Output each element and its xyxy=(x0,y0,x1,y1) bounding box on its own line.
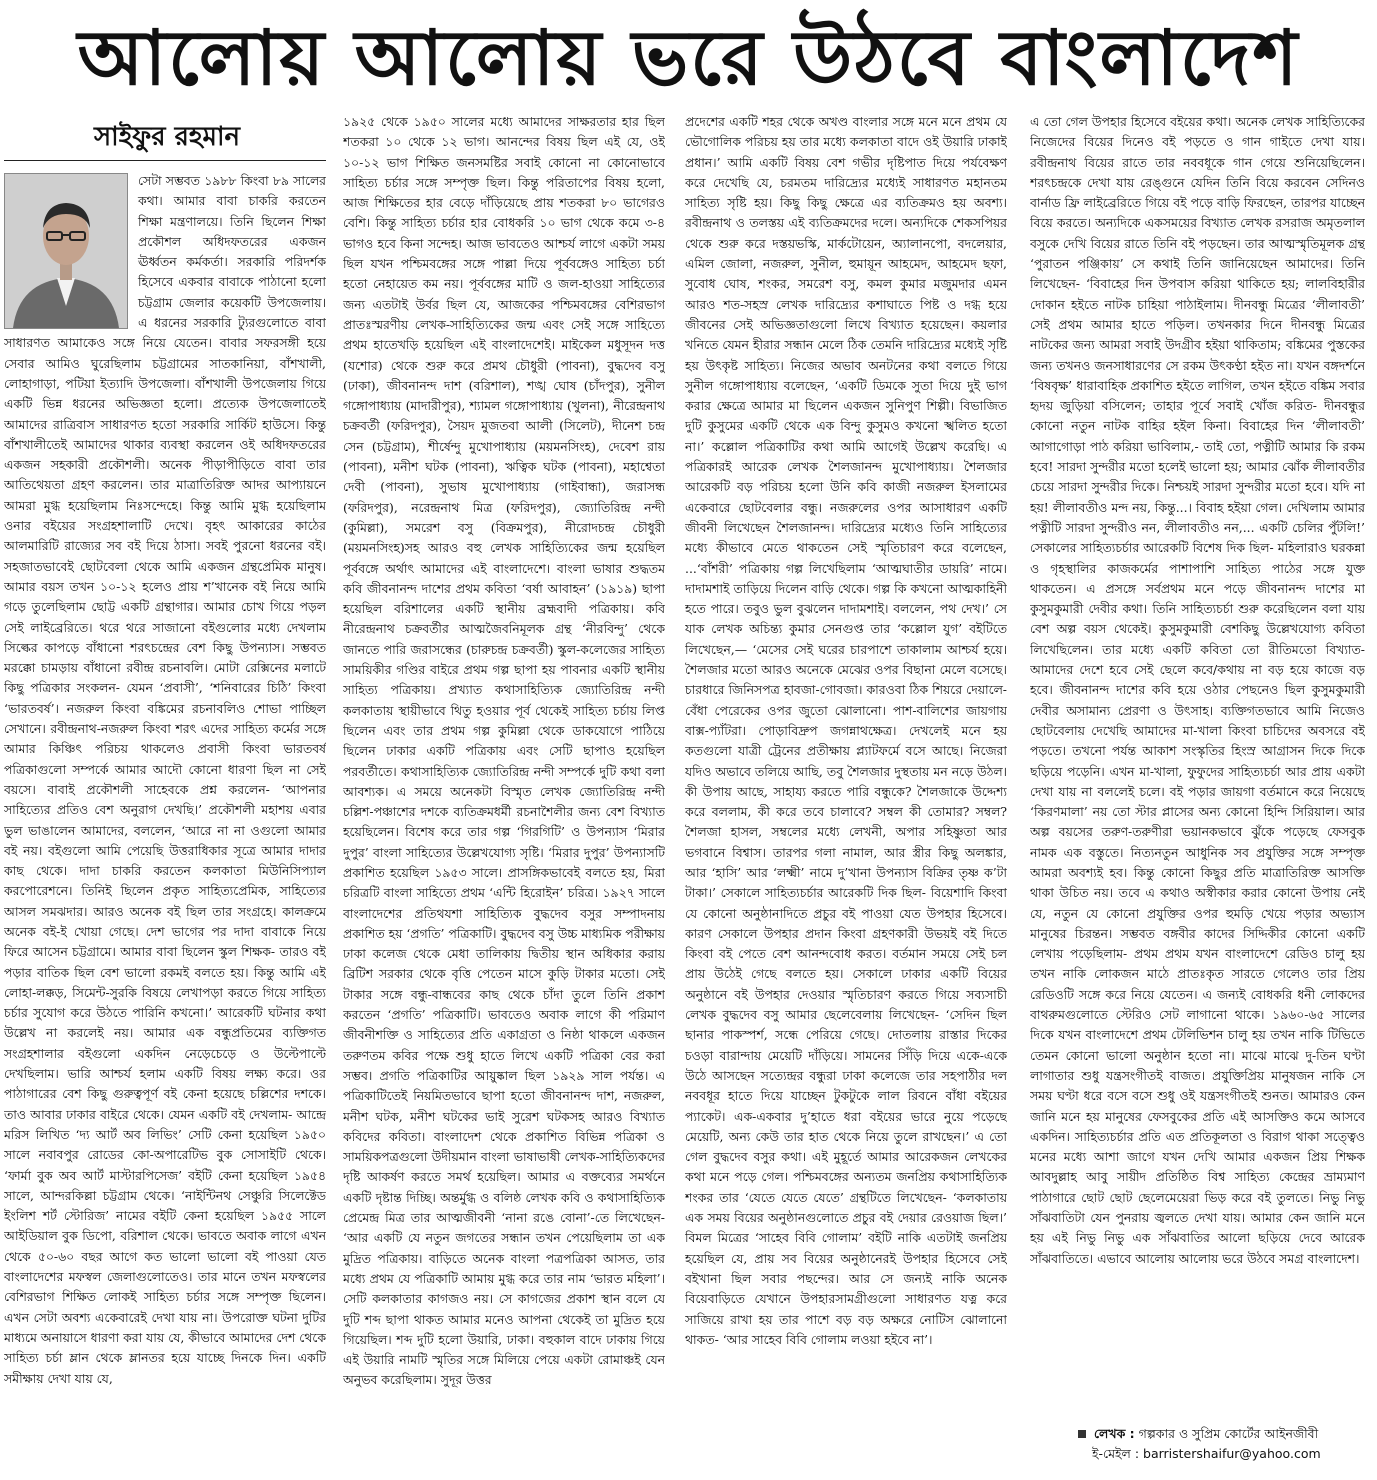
email-label: ই-মেইল : xyxy=(1092,1446,1140,1461)
column-3-text: প্রদেশের একটি শহর থেকে অখণ্ড বাংলার সঙ্গে মনে মনে প্রথম যে ভৌগোলিক পরিচয় হয় তার মধ্যে কলকাতা বাদে ওই উয়ারি ঢাকাই প্রধান।’ আমি একটি বিষয় বেশ গভীর দৃষ্টিপাত দিয়ে পর্যবেক্ষণ করে দেখেছি যে, চরমতম দারিদ্র্যের মধ্যেই সাধারণত মহানতম সাহিত্য সৃষ্টি হয়। কিছু কিছু ক্ষেত্রে এর ব্যতিক্রমও হয় অবশ্য। রবীন্দ্রনাথ ও তলস্তয় এই ব্যতিক্রমদের দলে। অন্যদিকে শেকসপিয়র থেকে শুরু করে দস্তয়ভস্কি, মার্কটোয়েন, অ্যালানপো, বদলেয়ার, এমিল জোলা, নজরুল, সুনীল, হুমায়ূন আহমেদ, আহমেদ ছফা, সুবোধ ঘোষ, শংকর, সমরেশ বসু, কমল কুমার মজুমদার এমন আরও শত-সহস্র লেখক দারিদ্র্যের কশাঘাতে পিষ্ট ও দগ্ধ হয়ে জীবনের সেই অভিজ্ঞতাগুলো লিখে বিখ্যাত হয়েছেন। কয়লার খনিতে যেমন হীরার সন্ধান মেলে ঠিক তেমনি দারিদ্র্যের মধ্যেই সৃষ্টি হয় উৎকৃষ্ট সাহিত্য। নিজের অভাব অনটনের কথা বলতে গিয়ে সুনীল গঙ্গোপাধ্যায় বলেছেন, ‘একটি ডিমকে সুতা দিয়ে দুই ভাগ করার ক্ষেত্রে আমার মা ছিলেন একজন সুনিপুণ শিল্পী। বিভাজিত দুটি কুসুমের একটি থেকে এক বিন্দু কুসুমও কখনো স্খলিত হতো না।’ কল্লোল পত্রিকাটির কথা আমি আগেই উল্লেখ করেছি। এ পত্রিকারই আরেক লেখক শৈলজানন্দ মুখোপাধ্যায়। শৈলজার আরেকটি বড় পরিচয় হলো উনি কবি কাজী নজরুল ইসলামের একেবারে ছোটবেলার বন্ধু। নজরুলের ওপর আসাধারণ একটি জীবনী লিখেছেন শৈলজানন্দ। দারিদ্র্যের মধ্যেও তিনি সাহিত্যের মধ্যে কীভাবে মেতে থাকতেন সেই স্মৃতিচারণ করে বলেছেন, ...‘বাঁশরী’ পত্রিকায় গল্প লিখেছিলাম ‘আত্মঘাতীর ডায়রি’ নামে। দাদামশাই তাড়িয়ে দিলেন বাড়ি থেকে। গল্প কি কখনো আত্মকাহিনী হতে পারে। তবুও ভুল বুঝলেন দাদামশাই। বললেন, পথ দেখ।’ সে যাক লেখক অচিন্ত্য কুমার সেনগুপ্ত তার ‘কল্লোল যুগ’ বইটিতে লিখেছেন,— ‘মেসের সেই ঘরের চারপাশে তাকালাম আশ্চর্য হয়ে। শৈলজার মতো আরও অনেকে মেঝের ওপর বিছানা মেলে বসেছে। চারধারে জিনিসপত্র হাবজা-গোবজা। কারওবা ঠিক শিয়রে দেয়ালে-বেঁধা পেরেকের ওপর জুতো ঝোলানো। পাশ-বালিশের জায়গায় বাক্স-প্যাঁটরা। পোড়াবিদ্রুপ জগন্নাথক্ষেত্র। দেখলেই মনে হয় কতগুলো যাত্রী ট্রেনের প্রতীক্ষায় প্ল্যাটফর্মে বসে আছে। নিজেরা যদিও অভাবে তলিয়ে আছি, তবু শৈলজার দুস্থতায় মন নড়ে উঠল। কী উপায় আছে, সাহায্য করতে পারি বন্ধুকে? শৈলজাকে উদ্দেশ্য করে বললাম, কী করে তবে চালাবে? সম্বল কী তোমার? সম্বল? শৈলজা হাসল, সম্বলের মধ্যে লেখনী, অপার সহিষ্ণুতা আর ভগবানে বিশ্বাস। তারপর গলা নামাল, আর স্ত্রীর কিছু অলঙ্কার, আর ‘হাসি’ আর ‘লক্ষ্মী’ নামে দু’খানা উপন্যাস বিক্রির তৃষ্ণ ক’টা টাকা।’ সেকালে সাহিত্যচর্চার আরেকটি দিক ছিল- বিয়েশাদি কিংবা যে কোনো অনুষ্ঠানাদিতে প্রচুর বই পাওয়া যেত উপহার হিসেবে। কারণ সেকালে উপহার প্রদান কিংবা গ্রহণকারী উভয়ই বই দিতে কিংবা বই পেতে বেশ আনন্দবোধ করত। বর্তমান সময়ে সেই চল প্রায় উঠেই গেছে বলতে হয়। সেকালে ঢাকার একটি বিয়ের অনুষ্ঠানে বই উপহার দেওয়ার স্মৃতিচারণ করতে গিয়ে সব্যসাচী লেখক বুদ্ধদেব বসু আমার ছেলেবেলায় লিখেছেন- ‘সেদিন ছিল ছানার পাকস্পর্শ, সন্ধে পেরিয়ে গেছে। দোতলায় রাস্তার দিকের চওড়া বারান্দায় মেয়েটি দাঁড়িয়ে। সামনের সিঁড়ি দিয়ে একে-একে উঠে আসছেন সত্যেন্দ্রর বন্ধুরা ঢাকা কলেজে তার সহপাঠীর দল নববধূর হাতে দিয়ে যাচ্ছেন টুকটুকে লাল রিবনে বাঁধা বইয়ের প্যাকেট। এক-একবার দু’হাতে ধরা বইয়ের ভারে নুয়ে পড়েছে মেয়েটি, অন্য কেউ তার হাত থেকে নিয়ে তুলে রাখছেন।’ এ তো গেল বুদ্ধদেব বসুর কথা। এই মুহূর্তে আমার আরেকজন লেখকের কথা মনে পড়ে গেল। পশ্চিমবঙ্গের অন্যতম জনপ্রিয় কথাসাহিত্যিক শংকর তার ‘যেতে যেতে যেতে’ গ্রন্থটিতে লিখেছেন- ‘কলকাতায় এক সময় বিয়ের অনুষ্ঠানগুলোতে প্রচুর বই দেয়ার রেওয়াজ ছিল।’ বিমল মিত্রের ‘সাহেব বিবি গোলাম’ বইটি নাকি এতটাই জনপ্রিয় হয়েছিল যে, প্রায় সব বিয়ের অনুষ্ঠানেরই উপহার হিসেবে সেই বইখানা ছিল সবার পছন্দের। আর সে জন্যই নাকি অনেক বিয়েবাড়িতে যেখানে উপহারসামগ্রীগুলো সাধারণত যত্ন করে সাজিয়ে রাখা হয় তার পাশে বড় বড় অক্ষরে নোটিস ঝোলানো থাকত- ‘আর সাহেব বিবি গোলাম লওয়া হইবে না’। xyxy=(685,114,1007,1347)
author-line xyxy=(1078,1424,1368,1444)
column-3 xyxy=(685,112,1007,1472)
author-desc: গল্পকার ও সুপ্রিম কোর্টের আইনজীবী xyxy=(1138,1426,1319,1441)
column-4-text: এ তো গেল উপহার হিসেবে বইয়ের কথা। অনেক লেখক সাহিত্যিকের নিজেদের বিয়ের দিনেও বই পড়তে ও গান গাইতে দেখা যায়। রবীন্দ্রনাথ বিয়ের রাতে তার নববধূকে গান গেয়ে শুনিয়েছিলেন। শরৎচন্দ্রকে দেখা যায় রেঙ্গুনে যেদিন তিনি বিয়ে করবেন সেদিনও বার্নাড ফ্রি লাইব্রেরিতে গিয়ে বই পড়ে বাড়ি ফিরছেন, তারপর যাচ্ছেন বিয়ে করতে। অন্যদিকে একসময়ের বিখ্যাত লেখক রসরাজ অমৃতলাল বসুকে দেখি বিয়ের রাতে তিনি বই পড়ছেন। তার আত্মস্মৃতিমূলক গ্রন্থ ‘পুরাতন পঞ্জিকায়’ সে কথাই তিনি জানিয়েছেন আমাদের। তিনি লিখেছেন- ‘বিবাহের দিন উপবাস করিয়া থাকিতে হয়; লালবিহারীর দোকান হইতে নাটক চাহিয়া পাঠাইলাম। দীনবন্ধু মিত্রের ‘লীলাবতী’ সেই প্রথম আমার হাতে পড়িল। তখনকার দিনে দীনবন্ধু মিত্রের নাটকের জন্য আমরা সবাই উদগ্রীব হইয়া থাকিতাম; বঙ্কিমের পুস্তকের জন্য তখনও জনসাধারণের সে রকম উৎকণ্ঠা হইত না। যখন বঙ্গদর্শনে ‘বিষবৃক্ষ’ ধারাবাহিক প্রকাশিত হইতে লাগিল, তখন হইতে বঙ্কিম সবার হৃদয় জুড়িয়া বসিলেন; তাহার পূর্বে সবাই খোঁজ করিত- দীনবন্ধুর কোনো নতুন নাটক বাহির হইল কিনা। বিবাহের দিন ‘লীলাবতী’ আগাগোড়া পাঠ করিয়া ভাবিলাম,- তাই তো, পত্নীটি আমার কি রকম হবে! সারদা সুন্দরীর মতো হলেই ভালো হয়; আমার ঝোঁক লীলাবতীর চেয়ে সারদা সুন্দরীর দিকে। নিশ্চয়ই সারদা সুন্দরীর মতো হবে। যদি না হয়! লীলাবতীও মন্দ নয়, কিন্তু...। বিবাহ হইয়া গেল। দেখিলাম আমার পত্নীটি সারদা সুন্দরীও নন, লীলাবতীও নন,... একটি চেলির পুঁটলি!’ সেকালের সাহিত্যচর্চার আরেকটি বিশেষ দিক ছিল- মহিলারাও ঘরকন্না ও গৃহস্থালির কাজকর্মের পাশাপাশি সাহিত্য পাঠের সঙ্গে যুক্ত থাকতেন। এ প্রসঙ্গে সর্বপ্রথম মনে পড়ে জীবনানন্দ দাশের মা কুসুমকুমারী দেবীর কথা। তিনি সাহিত্যচর্চা শুরু করেছিলেন বলা যায় বেশ অল্প বয়স থেকেই। কুসুমকুমারী বেশকিছু উল্লেখযোগ্য কবিতা লিখেছিলেন। তার মধ্যে একটি কবিতা তো রীতিমতো বিখ্যাত- আমাদের দেশে হবে সেই ছেলে কবে/কথায় না বড় হয়ে কাজে বড় হবে। জীবনানন্দ দাশের কবি হয়ে ওঠার পেছনেও ছিল কুসুমকুমারী দেবীর অসামান্য প্রেরণা ও উৎসাহ। ব্যক্তিগতভাবে আমি নিজেও ছোটবেলায় দেখেছি আমাদের মা-খালা কিংবা চাচিদের অবসরে বই পড়তে। তখনো পর্যন্ত আকাশ সংস্কৃতির হিংস্র আগ্রাসন দিকে দিকে ছড়িয়ে পড়েনি। এখন মা-খালা, ফুফুদের সাহিত্যচর্চা আর প্রায় একটা দেখা যায় না বললেই চলে। বই পড়ার জায়গা বর্তমানে করে নিয়েছে ‘কিরণমালা’ নয় তো স্টার প্লাসের অন্য কোনো হিন্দি সিরিয়াল। আর অল্প বয়সের তরুণ-তরুণীরা ভয়ানকভাবে ঝুঁকে পড়েছে ফেসবুক নামক এক বস্তুতে। নিত্যনতুন আধুনিক সব প্রযুক্তির সঙ্গে সম্পৃক্ত আমরা অবশ্যই হব। কিন্তু কোনো কিছুর প্রতি মাত্রাতিরিক্ত আসক্তি থাকা উচিত নয়। তবে এ কথাও অস্বীকার করার কোনো উপায় নেই যে, নতুন যে কোনো প্রযুক্তির ওপর হুমড়ি খেয়ে পড়ার অভ্যাস মানুষের চিরন্তন। সম্ভবত বঙ্গবীর কাদের সিদ্দিকীর কোনো একটি লেখায় পড়েছিলাম- প্রথম প্রথম যখন বাংলাদেশে রেডিও চালু হয় তখন নাকি লোকজন মাঠে প্রাতঃকৃত সারতে গেলেও তার প্রিয় রেডিওটি সঙ্গে করে নিয়ে যেতেন। এ জন্যই বোধকরি ধনী লোকদের বাথরুমগুলোতে স্টেরিও সেট লাগানো থাকে। ১৯৬০-৬৫ সালের দিকে যখন বাংলাদেশে প্রথম টেলিভিশন চালু হয় তখন নাকি টিভিতে তেমন কোনো ভালো অনুষ্ঠান হতো না। মাঝে মাঝে দু-তিন ঘণ্টা লাগাতার শুধু যন্ত্রসংগীতই বাজত। প্রযুক্তিপ্রিয় মানুষজন নাকি সে সময় ঘণ্টা ধরে বসে বসে শুধু ওই যন্ত্রসংগীতই শুনত। আমারও কেন জানি মনে হয় মানুষের ফেসবুকের প্রতি এই আসক্তিও কমে আসবে একদিন। সাহিত্যচর্চার প্রতি এত প্রতিকূলতা ও বিরাগ থাকা সত্ত্বেও মনের মধ্যে আশা জাগে যখন দেখি আমার একজন প্রিয় শিক্ষক আবদুল্লাহ আবু সায়ীদ প্রতিষ্ঠিত বিশ্ব সাহিত্য কেন্দ্রের ভ্রাম্যমাণ পাঠাগারে ছোট ছোট ছেলেমেয়েরা ভিড় করে বই তুলতে। নিভু নিভু সাঁঝবাতিটা যেন পুনরায় জ্বলতে দেখা যায়। আমার কেন জানি মনে হয় এই নিভু নিভু এক সাঁঝবাতির আলো ছড়িয়ে দেবে আরেক সাঁঝবাতিতে। এভাবে আলোয় আলোয় ভরে উঠবে সমগ্র বাংলাদেশ। xyxy=(1030,114,1365,1266)
byline: সাইফুর রহমান xyxy=(94,122,241,152)
email-address[interactable]: barristershaifur@yahoo.com xyxy=(1143,1446,1321,1461)
column-2 xyxy=(343,112,665,1472)
headline: আলোয় আলোয় ভরে উঠবে বাংলাদেশ xyxy=(77,13,1300,102)
column-1 xyxy=(4,120,326,1480)
author-footer xyxy=(1078,1424,1368,1464)
square-bullet-icon xyxy=(1078,1430,1086,1438)
email-line xyxy=(1078,1444,1368,1464)
column-2-text: ১৯২৫ থেকে ১৯৫০ সালের মধ্যে আমাদের সাক্ষরতার হার ছিল শতকরা ১০ থেকে ১২ ভাগ। আনন্দের বিষয় ছিল এই যে, ওই ১০-১২ ভাগ শিক্ষিত জনসমষ্টির সবাই কোনো না কোনোভাবে সাহিত্য চর্চার সঙ্গে সম্পৃক্ত ছিল। কিন্তু পরিতাপের বিষয় হলো, আজ শিক্ষিতের হার বেড়ে দাঁড়িয়েছে প্রায় শতকরা ৮০ ভাগেরও বেশি। কিন্তু সাহিত্য চর্চার হার বোধকরি ১০ ভাগ থেকে কমে ৩-৪ ভাগও হবে কিনা সন্দেহ। আজ ভাবতেও আশ্চর্য লাগে একটা সময় ছিল যখন পশ্চিমবঙ্গের সঙ্গে পাল্লা দিয়ে পূর্ববঙ্গেও সাহিত্য চর্চা হতো নেহায়েত কম নয়। পূর্ববঙ্গের মাটি ও জল-হাওয়া সাহিত্যের জন্য এতটাই উর্বর ছিল যে, আজকের পশ্চিমবঙ্গের বেশিরভাগ প্রাতঃস্মরণীয় লেখক-সাহিত্যিকের জন্ম এবং সেই সঙ্গে সাহিত্যে প্রথম হাতেখড়ি হয়েছিল এই বাংলাদেশেই। মাইকেল মধুসূদন দত্ত (যশোর) থেকে শুরু করে প্রমথ চৌধুরী (পাবনা), বুদ্ধদেব বসু (ঢাকা), জীবনানন্দ দাশ (বরিশাল), শঙ্খ ঘোষ (চাঁদপুর), সুনীল গঙ্গোপাধ্যায় (মাদারীপুর), শ্যামল গঙ্গোপাধ্যায় (খুলনা), নীরেন্দ্রনাথ চক্রবর্তী (ফরিদপুর), সৈয়দ মুজতবা আলী (সিলেট), দীনেশ চন্দ্র সেন (চট্টগ্রাম), শীর্ষেন্দু মুখোপাধ্যায় (ময়মনসিংহ), দেবেশ রায় (পাবনা), মনীশ ঘটক (পাবনা), ঋত্বিক ঘটক (পাবনা), মহাশ্বেতা দেবী (পাবনা), সুভাষ মুখোপাধ্যায় (গাইবান্ধা), জরাসন্ধ (ফরিদপুর), নরেন্দ্রনাথ মিত্র (ফরিদপুর), জ্যোতিরিন্দ্র নন্দী (কুমিল্লা), সমরেশ বসু (বিক্রমপুর), নীরোদচন্দ্র চৌধুরী (ময়মনসিংহ)সহ আরও বহু লেখক সাহিত্যিকের জন্ম হয়েছিল পূর্ববঙ্গে অর্থাৎ আমাদের এই বাংলাদেশে। বাংলা ভাষার শুদ্ধতম কবি জীবনানন্দ দাশের প্রথম কবিতা ‘বর্ষা আবাহন’ (১৯১৯) ছাপা হয়েছিল বরিশালের একটি স্থানীয় ব্রহ্মবাদী পত্রিকায়। কবি নীরেন্দ্রনাথ চক্রবর্তীর আত্মজৈবনিমূলক গ্রন্থ ‘নীরবিন্দু’ থেকে জানতে পারি জরাসন্ধের (চারুচন্দ্র চক্রবর্তী) স্কুল-কলেজের সাহিত্য সাময়িকীর গণ্ডির বাইরে প্রথম গল্প ছাপা হয় পাবনার একটি স্থানীয় সাহিত্য পত্রিকায়। প্রখ্যাত কথাসাহিত্যিক জ্যোতিরিন্দ্র নন্দী কলকাতায় স্থায়ীভাবে থিতু হওয়ার পূর্ব থেকেই সাহিত্য চর্চায় লিপ্ত ছিলেন এবং তার প্রথম গল্প কুমিল্লা থেকে ডাকযোগে পাঠিয়ে ছিলেন ঢাকার একটি পত্রিকায় এবং সেটি ছাপাও হয়েছিল পরবর্তীতে। কথাসাহিত্যিক জ্যোতিরিন্দ্র নন্দী সম্পর্কে দুটি কথা বলা আবশ্যক। এ সময়ে অনেকটা বিস্মৃত লেখক জ্যোতিরিন্দ্র নন্দী চল্লিশ-পঞ্চাশের দশকে ব্যতিক্রমধর্মী রচনাশৈলীর জন্য বেশ বিখ্যাত হয়েছিলেন। বিশেষ করে তার গল্প ‘গিরগিটি’ ও উপন্যাস ‘মিরার দুপুর’ বাংলা সাহিত্যের উল্লেখযোগ্য সৃষ্টি। ‘মিরার দুপুর’ উপন্যাসটি প্রকাশিত হয়েছিল ১৯৫৩ সালে। প্রাসঙ্গিকভাবেই বলতে হয়, মিরা চরিত্রটি বাংলা সাহিত্যে প্রথম ‘এন্টি হিরোইন’ চরিত্র। ১৯২৭ সালে বাংলাদেশের প্রতিথযশা সাহিত্যিক বুদ্ধদেব বসুর সম্পাদনায় প্রকাশিত হয় ‘প্রগতি’ পত্রিকাটি। বুদ্ধদেব বসু উচ্চ মাধ্যমিক পরীক্ষায় ঢাকা কলেজ থেকে মেধা তালিকায় দ্বিতীয় স্থান অধিকার করায় ব্রিটিশ সরকার থেকে বৃত্তি পেতেন মাসে কুড়ি টাকার মতো। সেই টাকার সঙ্গে বন্ধু-বান্ধবের কাছ থেকে চাঁদা তুলে তিনি প্রকাশ করতেন ‘প্রগতি’ পত্রিকাটি। ভাবতেও অবাক লাগে কী পরিমাণ জীবনীশক্তি ও সাহিত্যের প্রতি একাগ্রতা ও নিষ্ঠা থাকলে একজন তরুণতম কবির পক্ষে শুধু হাতে লিখে একটি পত্রিকা বের করা সম্ভব। প্রগতি পত্রিকাটির আয়ুষ্কাল ছিল ১৯২৯ সাল পর্যন্ত। এ পত্রিকাটিতেই নিয়মিতভাবে ছাপা হতো জীবনানন্দ দাশ, নজরুল, মনীশ ঘটক, মনীশ ঘটকের ভাই সুরেশ ঘটকসহ আরও বিখ্যাত কবিদের কবিতা। বাংলাদেশ থেকে প্রকাশিত বিভিন্ন পত্রিকা ও সাময়িকপত্রগুলো উদীয়মান বাংলা ভাষাভাষী লেখক-সাহিত্যিকদের দৃষ্টি আকর্ষণ করতে সমর্থ হয়েছিল। আমার এ বক্তব্যের সমর্থনে একটি দৃষ্টান্ত দিচ্ছি। অন্তর্মুগ্ধ ও বলিষ্ঠ লেখক কবি ও কথাসাহিত্যিক প্রেমেন্দ্র মিত্র তার আত্মজীবনী ‘নানা রঙে বোনা’-তে লিখেছেন- ‘আর একটি যে নতুন জগতের সন্ধান তখন পেয়েছিলাম তা এক মুদ্রিত পত্রিকায়। বাড়িতে অনেক বাংলা পত্রপত্রিকা আসত, তার মধ্যে প্রথম যে পত্রিকাটি আমায় মুগ্ধ করে তার নাম ‘ভারত মহিলা’। সেটি কলকাতার কাগজও নয়। সে কাগজের প্রকাশ স্থান বলে যে দুটি শব্দ ছাপা থাকত আমার মনেও আপনা থেকেই তা মুদ্রিত হয়ে গিয়েছিল। শব্দ দুটি হলো উয়ারি, ঢাকা। বহুকাল বাদে ঢাকায় গিয়ে এই উয়ারি নামটি স্মৃতির সঙ্গে মিলিয়ে পেয়ে একটা রোমাঞ্চই যেন অনুভব করেছিলাম। সুদূর উত্তর xyxy=(343,114,665,1388)
column-1-text: সেটা সম্ভবত ১৯৮৮ কিংবা ৮৯ সালের কথা। আমার বাবা চাকরি করতেন শিক্ষা মন্ত্রণালয়ে। তিনি ছিলেন শিক্ষা প্রকৌশল অধিদফতরের একজন ঊর্ধ্বতন কর্মকর্তা। সরকারি পরিদর্শক হিসেবে একবার বাবাকে পাঠানো হলো চট্টগ্রাম জেলার কয়েকটি উপজেলায়। এ ধরনের সরকারি ট্যুরগুলোতে বাবা সাধারণত আমাকেও সঙ্গে নিয়ে যেতেন। বাবার সফরসঙ্গী হয়ে সেবার আমিও ঘুরেছিলাম চট্টগ্রামের সাতকানিয়া, বাঁশখালী, লোহাগাড়া, পটিয়া ইত্যাদি উপজেলা। বাঁশখালী উপজেলায় গিয়ে একটি ভিন্ন ধরনের অভিজ্ঞতা হলো। প্রত্যেক উপজেলাতেই আমাদের রাত্রিবাস সাধারণত হতো সরকারি সার্কিট হাউসে। কিন্তু বাঁশখালীতেই আমাদের থাকার ব্যবস্থা করলেন ওই অধিদফতরের একজন সহকারী প্রকৌশলী। অনেক পীড়াপীড়িতে বাবা তার আতিথেয়তা গ্রহণ করলেন। তার মাত্রাতিরিক্ত আদর আপ্যায়নে আমরা মুগ্ধ হয়েছিলাম নিঃসন্দেহে। কিন্তু আমি মুগ্ধ হয়েছিলাম ওনার বইয়ের সংগ্রহশালাটি দেখে। বৃহৎ আকারের কাঠের আলমারিটি রাজ্যের সব বই দিয়ে ঠাসা। সবই পুরনো ধরনের বই। সহজাতভাবেই ছোটবেলা থেকে আমি একজন গ্রন্থপ্রেমিক মানুষ। আমার বয়স তখন ১০-১২ হলেও প্রায় শ’খানেক বই নিয়ে আমি গড়ে তুলেছিলাম ছোট্ট একটি গ্রন্থাগার। আমার চোখ গিয়ে পড়ল সেই লাইব্রেরিতে। থরে থরে সাজানো বইগুলোর মধ্যে দেখলাম সিল্কের কাপড়ে বাঁধানো শরৎচন্দ্রের বেশ কিছু উপন্যাস। সম্ভবত মরক্কো চামড়ায় বাঁধানো রবীন্দ্র রচনাবলি। মোটা রেক্সিনের মলাটে কিছু পত্রিকার সংকলন- যেমন ‘প্রবাসী’, ‘শনিবারের চিঠি’ কিংবা ‘ভারতবর্ষ’। নজরুল কিংবা বঙ্কিমের রচনাবলিও শোভা পাচ্ছিল সেখানে। রবীন্দ্রনাথ-নজরুল কিংবা শরৎ এদের সাহিত্য কর্মের সঙ্গে আমার কিঞ্চিৎ পরিচয় থাকলেও প্রবাসী কিংবা ভারতবর্ষ পত্রিকাগুলো সম্পর্কে আমার আদৌ কোনো ধারণা ছিল না সেই বয়সে। বাবাই প্রকৌশলী সাহেবকে প্রশ্ন করলেন- ‘আপনার সাহিত্যের প্রতিও বেশ অনুরাগ দেখছি।’ প্রকৌশলী মহাশয় এবার ভুল ভাঙালেন আমাদের, বললেন, ‘আরে না না ওগুলো আমার বই নয়। বইগুলো আমি পেয়েছি উত্তরাধিকার সূত্রে আমার দাদার কাছ থেকে। দাদা চাকরি করতেন কলকাতা মিউনিসিপ্যাল করপোরেশনে। তিনিই ছিলেন প্রকৃত সাহিত্যপ্রেমিক, সাহিত্যের আসল সমঝদার। আরও অনেক বই ছিল তার সংগ্রহে। কালক্রমে অনেক বই-ই খোয়া গেছে। দেশ ভাগের পর দাদা বাবাকে নিয়ে ফিরে আসেন চট্টগ্রামে। আমার বাবা ছিলেন স্কুল শিক্ষক- তারও বই পড়ার বাতিক ছিল বেশ ভালো রকমই বলতে হয়। কিন্তু আমি এই লোহা-লক্কড়, সিমেন্ট-সুরকি বিষয়ে লেখাপড়া করতে গিয়ে সাহিত্য চর্চার সুযোগ করে উঠতে পারিনি কখনো।’ আরেকটি ঘটনার কথা উল্লেখ না করলেই নয়। আমার এক বন্ধুপ্রতিমের ব্যক্তিগত সংগ্রহশালার বইগুলো একদিন নেড়েচেড়ে ও উল্টেপাল্টে দেখছিলাম। ভারি আশ্চর্য হলাম একটি বিষয় লক্ষ্য করে। ওর পাঠাগারের বেশ কিছু গুরুত্বপূর্ণ বই কেনা হয়েছে চল্লিশের দশকে। তাও আবার ঢাকার বাইরে থেকে। যেমন একটি বই দেখলাম- আন্দ্রে মরিস লিখিত ‘দ্য আর্ট অব লিভিং’ সেটি কেনা হয়েছিল ১৯৫০ সালে নবাবপুর রোডের কো-অপারেটিভ বুক সোসাইটি থেকে। ‘ফার্মা বুক অব আর্ট মাস্টারপিসেজ’ বইটি কেনা হয়েছিল ১৯৫৪ সালে, আন্দরকিল্লা চট্টগ্রাম থেকে। ‘নাইন্টিনথ সেঞ্চুরি সিলেক্টেড ইংলিশ শর্ট স্টোরিজ’ নামের বইটি কেনা হয়েছিল ১৯৫৫ সালে আইডিয়াল বুক ডিপো, বরিশাল থেকে। ভাবতে অবাক লাগে এখন থেকে ৫০-৬০ বছর আগে কত ভালো ভালো বই পাওয়া যেত বাংলাদেশের মফস্বল জেলাগুলোতেও। তার মানে তখন মফস্বলের বেশিরভাগ শিক্ষিত লোকই সাহিত্য চর্চার সঙ্গে সম্পৃক্ত ছিলেন। এখন সেটা অবশ্য একেবারেই দেখা যায় না। উপরোক্ত ঘটনা দুটির মাধ্যমে অনায়াসে ধারণা করা যায় যে, কীভাবে আমাদের দেশ থেকে সাহিত্য চর্চা ম্লান থেকে ম্লানতর হয়ে যাচ্ছে দিনকে দিন। একটি সমীক্ষায় দেখা যায় যে, xyxy=(4,173,326,1386)
column-4 xyxy=(1030,112,1365,1420)
byline-rule xyxy=(4,160,326,161)
author-portrait-icon xyxy=(4,173,128,329)
author-label: লেখক : xyxy=(1093,1426,1135,1441)
